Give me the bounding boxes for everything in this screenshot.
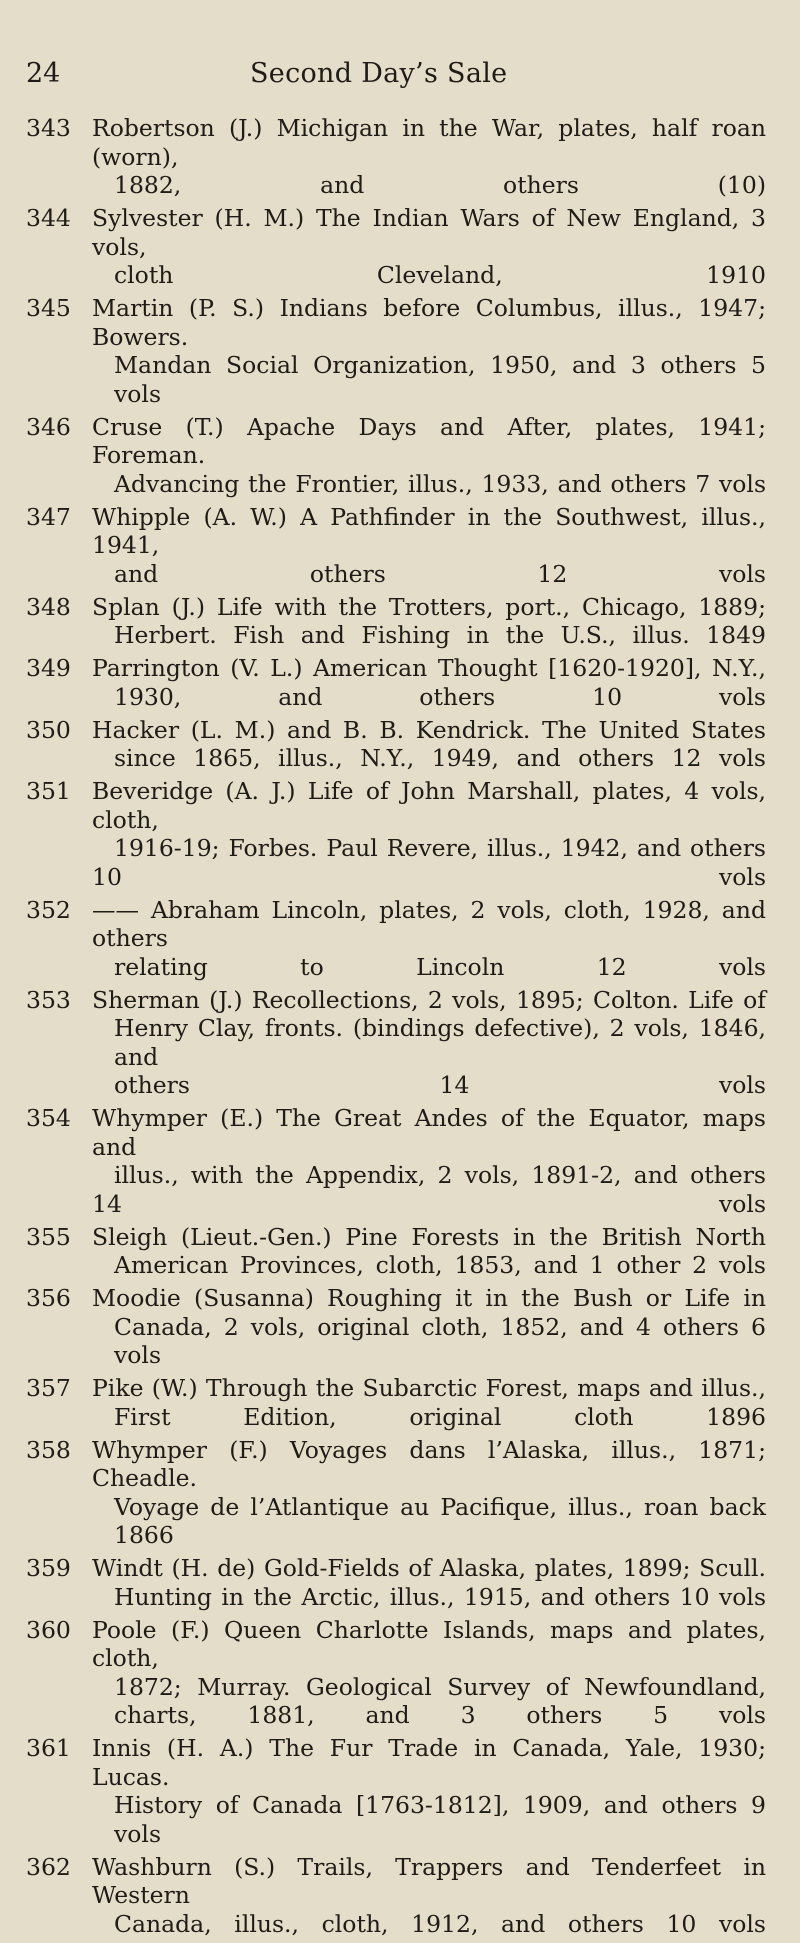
lot-description — [92, 593, 766, 650]
lot-description — [92, 503, 766, 589]
lot-line: 1916-19; Forbes. Paul Revere, illus., 1942, and others — [114, 834, 766, 862]
lot-description — [92, 654, 766, 711]
lot-description — [92, 1436, 766, 1550]
lot-entry — [26, 413, 766, 499]
lot-line: Sylvester (H. M.) The Indian Wars of New England, 3 vols, — [92, 204, 766, 261]
lot-line: relating to Lincoln 12 vols — [114, 952, 766, 981]
lot-line: 10 vols — [92, 862, 766, 891]
lot-line: 1872; Murray. Geological Survey of Newfoundland, — [114, 1672, 766, 1701]
lot-description — [92, 1374, 766, 1431]
lot-description — [92, 716, 766, 773]
lot-entry — [26, 1104, 766, 1218]
lot-line: Canada, illus., cloth, 1912, and others 10 vols — [114, 1909, 766, 1938]
lot-line: Herbert. Fish and Fishing in the U.S., illus. 1849 — [114, 621, 766, 649]
lot-line: 14 vols — [92, 1189, 766, 1218]
lot-line: and others 12 vols — [114, 559, 766, 588]
lot-number: 353 — [26, 985, 71, 1014]
lot-line: Mandan Social Organization, 1950, and 3 others 5 vols — [114, 351, 766, 408]
lot-line: First Edition, original cloth 1896 — [114, 1402, 766, 1431]
lot-entry — [26, 1223, 766, 1280]
lot-number: 351 — [26, 777, 71, 805]
lot-number: 359 — [26, 1554, 71, 1582]
lot-entry — [26, 716, 766, 773]
lot-number: 343 — [26, 114, 71, 142]
lot-description — [92, 1284, 766, 1370]
lot-number: 357 — [26, 1374, 71, 1402]
lot-line: charts, 1881, and 3 others 5 vols — [114, 1701, 766, 1729]
lot-number: 358 — [26, 1435, 71, 1464]
lot-entry — [26, 204, 766, 290]
lot-line: Hunting in the Arctic, illus., 1915, and others 10 vols — [114, 1582, 766, 1611]
lot-number: 362 — [26, 1852, 71, 1881]
lot-entry — [26, 896, 766, 982]
lot-description — [92, 1554, 766, 1611]
lot-number: 356 — [26, 1284, 71, 1312]
lot-description — [92, 114, 766, 200]
lot-line: cloth Cleveland, 1910 — [114, 261, 766, 289]
lot-entry — [26, 1616, 766, 1730]
lot-number: 350 — [26, 715, 71, 744]
lot-line: Washburn (S.) Trails, Trappers and Tenderfeet in Western — [92, 1852, 766, 1909]
lot-list — [26, 114, 766, 1943]
page-title: Second Day’s Sale — [250, 58, 508, 89]
lot-description — [92, 986, 766, 1100]
lot-line: Sherman (J.) Recollections, 2 vols, 1895; Colton. Life of — [92, 985, 766, 1014]
lot-line: Canada, 2 vols, original cloth, 1852, and 4 others 6 vols — [114, 1312, 766, 1369]
lot-entry — [26, 654, 766, 711]
lot-line: History of Canada [1763-1812], 1909, and others 9 vols — [114, 1791, 766, 1848]
lot-line: Windt (H. de) Gold-Fields of Alaska, plates, 1899; Scull. — [92, 1554, 766, 1582]
lot-line: Martin (P. S.) Indians before Columbus, illus., 1947; Bowers. — [92, 294, 766, 351]
lot-number: 354 — [26, 1104, 71, 1132]
lot-line: 1930, and others 10 vols — [114, 682, 766, 711]
lot-description — [92, 1223, 766, 1280]
lot-number: 355 — [26, 1222, 71, 1251]
lot-description — [92, 413, 766, 499]
lot-number: 346 — [26, 412, 71, 441]
lot-entry — [26, 1554, 766, 1611]
lot-line: Robertson (J.) Michigan in the War, plates, half roan (worn), — [92, 114, 766, 171]
lot-number: 344 — [26, 204, 71, 232]
lot-line: 1882, and others (10) — [114, 171, 766, 199]
lot-line: Parrington (V. L.) American Thought [1620-1920], N.Y., — [92, 654, 766, 682]
lot-line: Henry Clay, fronts. (bindings defective), 2 vols, 1846, and — [114, 1014, 766, 1071]
lot-description — [92, 204, 766, 290]
lot-description — [92, 1734, 766, 1848]
lot-entry — [26, 777, 766, 891]
lot-line: Advancing the Frontier, illus., 1933, and others 7 vols — [114, 469, 766, 498]
lot-line: Hacker (L. M.) and B. B. Kendrick. The United States — [92, 715, 766, 744]
lot-entry — [26, 986, 766, 1100]
lot-line: American Provinces, cloth, 1853, and 1 other 2 vols — [114, 1251, 766, 1279]
lot-number: 348 — [26, 592, 71, 621]
lot-line: Poole (F.) Queen Charlotte Islands, maps and plates, cloth, — [92, 1615, 766, 1672]
lot-description — [92, 896, 766, 982]
lot-line: Pike (W.) Through the Subarctic Forest, maps and illus., — [92, 1374, 766, 1402]
lot-line: Innis (H. A.) The Fur Trade in Canada, Yale, 1930; Lucas. — [92, 1734, 766, 1791]
lot-line: Whymper (E.) The Great Andes of the Equator, maps and — [92, 1104, 766, 1161]
lot-description — [92, 1853, 766, 1939]
lot-entry — [26, 1284, 766, 1370]
lot-number: 352 — [26, 895, 71, 924]
lot-description — [92, 1104, 766, 1218]
lot-line: Whipple (A. W.) A Pathfinder in the Southwest, illus., 1941, — [92, 502, 766, 559]
lot-line: Voyage de l’Atlantique au Pacifique, illus., roan back 1866 — [114, 1492, 766, 1549]
lot-number: 345 — [26, 294, 71, 322]
page-number: 24 — [26, 58, 61, 89]
lot-description — [92, 1616, 766, 1730]
lot-number: 361 — [26, 1734, 71, 1762]
lot-description — [92, 777, 766, 891]
lot-entry — [26, 503, 766, 589]
lot-line: —— Abraham Lincoln, plates, 2 vols, cloth, 1928, and others — [92, 895, 766, 952]
lot-line: Cruse (T.) Apache Days and After, plates, 1941; Foreman. — [92, 412, 766, 469]
lot-line: Splan (J.) Life with the Trotters, port., Chicago, 1889; — [92, 592, 766, 621]
lot-number: 349 — [26, 654, 71, 682]
lot-entry — [26, 1734, 766, 1848]
lot-entry — [26, 114, 766, 200]
lot-line: Moodie (Susanna) Roughing it in the Bush or Life in — [92, 1284, 766, 1312]
lot-line: Beveridge (A. J.) Life of John Marshall, plates, 4 vols, cloth, — [92, 777, 766, 834]
lot-entry — [26, 1374, 766, 1431]
lot-description — [92, 294, 766, 408]
lot-line: illus., with the Appendix, 2 vols, 1891-2, and others — [114, 1161, 766, 1189]
lot-number: 347 — [26, 502, 71, 531]
lot-number: 360 — [26, 1615, 71, 1644]
lot-entry — [26, 1436, 766, 1550]
lot-entry — [26, 593, 766, 650]
lot-line: others 14 vols — [114, 1071, 766, 1099]
lot-line: Whymper (F.) Voyages dans l’Alaska, illus., 1871; Cheadle. — [92, 1435, 766, 1492]
lot-entry — [26, 1853, 766, 1939]
lot-line: since 1865, illus., N.Y., 1949, and others 12 vols — [114, 744, 766, 772]
lot-line: Sleigh (Lieut.-Gen.) Pine Forests in the British North — [92, 1222, 766, 1251]
lot-entry — [26, 294, 766, 408]
